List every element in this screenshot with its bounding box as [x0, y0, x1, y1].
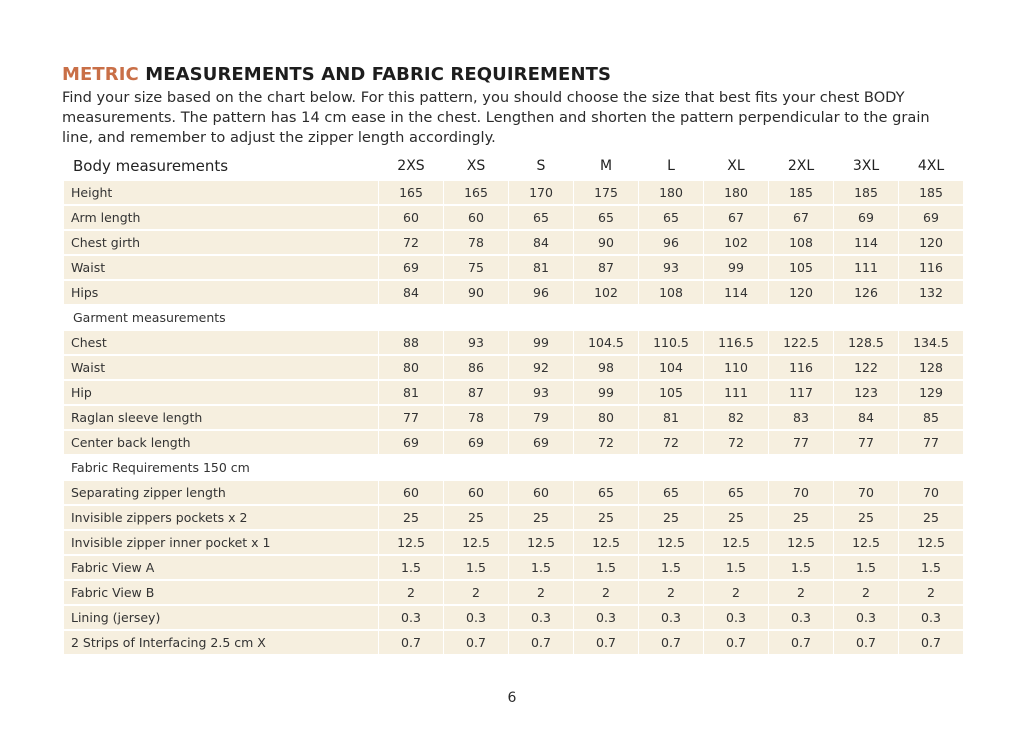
value-cell: 126 — [834, 281, 898, 304]
value-cell: 60 — [509, 481, 573, 504]
value-cell: 12.5 — [834, 531, 898, 554]
value-cell: 128 — [899, 356, 963, 379]
value-cell: 75 — [444, 256, 508, 279]
row-label: Lining (jersey) — [64, 606, 378, 629]
row-label: Height — [64, 181, 378, 204]
header-size: M — [599, 158, 613, 174]
value-cell: 2 — [444, 581, 508, 604]
title-rest: MEASUREMENTS AND FABRIC REQUIREMENTS — [145, 64, 612, 85]
value-cell: 67 — [769, 206, 833, 229]
value-cell: 83 — [769, 406, 833, 429]
row-label: Raglan sleeve length — [64, 406, 378, 429]
value-cell: 65 — [704, 481, 768, 504]
value-cell: 0.7 — [834, 631, 898, 654]
value-cell: 77 — [379, 406, 443, 429]
page-title — [62, 64, 611, 85]
value-cell: 1.5 — [639, 556, 703, 579]
value-cell: 105 — [639, 381, 703, 404]
page-number: 6 — [507, 690, 517, 706]
value-cell: 165 — [379, 181, 443, 204]
value-cell: 81 — [509, 256, 573, 279]
value-cell: 80 — [379, 356, 443, 379]
row-label: Waist — [64, 356, 378, 379]
header-size: 2XS — [397, 158, 425, 174]
value-cell: 12.5 — [379, 531, 443, 554]
value-cell: 1.5 — [899, 556, 963, 579]
value-cell: 0.3 — [639, 606, 703, 629]
value-cell: 25 — [899, 506, 963, 529]
value-cell: 90 — [444, 281, 508, 304]
value-cell: 2 — [769, 581, 833, 604]
value-cell: 12.5 — [769, 531, 833, 554]
value-cell: 99 — [704, 256, 768, 279]
row-label: 2 Strips of Interfacing 2.5 cm X — [64, 631, 378, 654]
value-cell: 0.7 — [899, 631, 963, 654]
value-cell: 0.3 — [899, 606, 963, 629]
value-cell: 12.5 — [899, 531, 963, 554]
value-cell: 185 — [769, 181, 833, 204]
value-cell: 60 — [379, 481, 443, 504]
value-cell: 2 — [704, 581, 768, 604]
value-cell: 0.3 — [834, 606, 898, 629]
section-heading: Fabric Requirements 150 cm — [71, 460, 250, 476]
value-cell: 0.7 — [639, 631, 703, 654]
value-cell: 92 — [509, 356, 573, 379]
value-cell: 0.7 — [444, 631, 508, 654]
value-cell: 128.5 — [834, 331, 898, 354]
value-cell: 69 — [379, 256, 443, 279]
value-cell: 65 — [509, 206, 573, 229]
value-cell: 1.5 — [444, 556, 508, 579]
value-cell: 12.5 — [574, 531, 638, 554]
value-cell: 70 — [769, 481, 833, 504]
value-cell: 87 — [444, 381, 508, 404]
value-cell: 0.7 — [509, 631, 573, 654]
header-size: XL — [727, 158, 745, 174]
value-cell: 0.7 — [704, 631, 768, 654]
value-cell: 185 — [899, 181, 963, 204]
value-cell: 25 — [509, 506, 573, 529]
value-cell: 77 — [769, 431, 833, 454]
value-cell: 96 — [639, 231, 703, 254]
header-size: XS — [466, 158, 486, 174]
value-cell: 69 — [509, 431, 573, 454]
value-cell: 72 — [379, 231, 443, 254]
value-cell: 96 — [509, 281, 573, 304]
header-size: 3XL — [852, 158, 880, 174]
value-cell: 25 — [444, 506, 508, 529]
size-chart-table — [64, 153, 962, 654]
value-cell: 120 — [899, 231, 963, 254]
value-cell: 134.5 — [899, 331, 963, 354]
row-label: Hip — [64, 381, 378, 404]
value-cell: 102 — [574, 281, 638, 304]
value-cell: 1.5 — [704, 556, 768, 579]
value-cell: 67 — [704, 206, 768, 229]
value-cell: 185 — [834, 181, 898, 204]
value-cell: 93 — [639, 256, 703, 279]
title-accent: METRIC — [62, 64, 139, 85]
value-cell: 72 — [574, 431, 638, 454]
value-cell: 180 — [704, 181, 768, 204]
value-cell: 87 — [574, 256, 638, 279]
value-cell: 123 — [834, 381, 898, 404]
row-label: Fabric View A — [64, 556, 378, 579]
value-cell: 84 — [834, 406, 898, 429]
value-cell: 78 — [444, 406, 508, 429]
value-cell: 12.5 — [639, 531, 703, 554]
value-cell: 180 — [639, 181, 703, 204]
value-cell: 99 — [574, 381, 638, 404]
value-cell: 79 — [509, 406, 573, 429]
value-cell: 114 — [834, 231, 898, 254]
header-size: 4XL — [917, 158, 945, 174]
value-cell: 60 — [444, 481, 508, 504]
value-cell: 165 — [444, 181, 508, 204]
value-cell: 81 — [379, 381, 443, 404]
value-cell: 88 — [379, 331, 443, 354]
value-cell: 0.3 — [574, 606, 638, 629]
value-cell: 120 — [769, 281, 833, 304]
value-cell: 2 — [574, 581, 638, 604]
value-cell: 93 — [509, 381, 573, 404]
value-cell: 25 — [639, 506, 703, 529]
value-cell: 65 — [639, 481, 703, 504]
value-cell: 81 — [639, 406, 703, 429]
value-cell: 77 — [899, 431, 963, 454]
row-label: Invisible zippers pockets x 2 — [64, 506, 378, 529]
row-label: Chest girth — [64, 231, 378, 254]
value-cell: 111 — [704, 381, 768, 404]
value-cell: 116 — [899, 256, 963, 279]
value-cell: 90 — [574, 231, 638, 254]
header-size: S — [536, 158, 546, 174]
value-cell: 175 — [574, 181, 638, 204]
header-size: L — [667, 158, 675, 174]
value-cell: 1.5 — [379, 556, 443, 579]
value-cell: 60 — [444, 206, 508, 229]
value-cell: 2 — [379, 581, 443, 604]
value-cell: 72 — [639, 431, 703, 454]
value-cell: 1.5 — [769, 556, 833, 579]
value-cell: 0.3 — [379, 606, 443, 629]
value-cell: 25 — [379, 506, 443, 529]
value-cell: 117 — [769, 381, 833, 404]
value-cell: 2 — [639, 581, 703, 604]
value-cell: 0.3 — [769, 606, 833, 629]
value-cell: 84 — [379, 281, 443, 304]
value-cell: 70 — [899, 481, 963, 504]
value-cell: 93 — [444, 331, 508, 354]
value-cell: 65 — [574, 481, 638, 504]
value-cell: 108 — [639, 281, 703, 304]
value-cell: 104.5 — [574, 331, 638, 354]
value-cell: 25 — [704, 506, 768, 529]
value-cell: 1.5 — [574, 556, 638, 579]
value-cell: 0.7 — [379, 631, 443, 654]
value-cell: 122 — [834, 356, 898, 379]
value-cell: 12.5 — [704, 531, 768, 554]
value-cell: 0.7 — [769, 631, 833, 654]
row-label: Hips — [64, 281, 378, 304]
value-cell: 78 — [444, 231, 508, 254]
row-label: Fabric View B — [64, 581, 378, 604]
row-label: Separating zipper length — [64, 481, 378, 504]
value-cell: 122.5 — [769, 331, 833, 354]
section-heading: Garment measurements — [73, 310, 226, 326]
value-cell: 85 — [899, 406, 963, 429]
value-cell: 110.5 — [639, 331, 703, 354]
value-cell: 82 — [704, 406, 768, 429]
value-cell: 108 — [769, 231, 833, 254]
row-label: Chest — [64, 331, 378, 354]
value-cell: 114 — [704, 281, 768, 304]
value-cell: 69 — [834, 206, 898, 229]
value-cell: 12.5 — [444, 531, 508, 554]
value-cell: 105 — [769, 256, 833, 279]
value-cell: 86 — [444, 356, 508, 379]
value-cell: 99 — [509, 331, 573, 354]
value-cell: 116.5 — [704, 331, 768, 354]
value-cell: 170 — [509, 181, 573, 204]
value-cell: 2 — [834, 581, 898, 604]
value-cell: 25 — [834, 506, 898, 529]
value-cell: 2 — [899, 581, 963, 604]
row-label: Arm length — [64, 206, 378, 229]
value-cell: 25 — [769, 506, 833, 529]
value-cell: 104 — [639, 356, 703, 379]
value-cell: 0.3 — [509, 606, 573, 629]
intro-paragraph: Find your size based on the chart below. For this pattern, you should choose the size that best fits your chest BODY measurements. The pattern has 14 cm ease in the chest. Lengthen and shorten the pattern perpendicular to the grain line, and remember to adjust the zipper length accordingly. — [62, 89, 930, 146]
value-cell: 129 — [899, 381, 963, 404]
value-cell: 132 — [899, 281, 963, 304]
value-cell: 110 — [704, 356, 768, 379]
value-cell: 84 — [509, 231, 573, 254]
value-cell: 80 — [574, 406, 638, 429]
value-cell: 102 — [704, 231, 768, 254]
value-cell: 2 — [509, 581, 573, 604]
value-cell: 0.3 — [444, 606, 508, 629]
value-cell: 1.5 — [834, 556, 898, 579]
value-cell: 111 — [834, 256, 898, 279]
value-cell: 72 — [704, 431, 768, 454]
value-cell: 25 — [574, 506, 638, 529]
value-cell: 69 — [899, 206, 963, 229]
value-cell: 1.5 — [509, 556, 573, 579]
value-cell: 70 — [834, 481, 898, 504]
value-cell: 69 — [379, 431, 443, 454]
value-cell: 12.5 — [509, 531, 573, 554]
value-cell: 0.3 — [704, 606, 768, 629]
value-cell: 116 — [769, 356, 833, 379]
value-cell: 98 — [574, 356, 638, 379]
row-label: Center back length — [64, 431, 378, 454]
value-cell: 65 — [574, 206, 638, 229]
value-cell: 0.7 — [574, 631, 638, 654]
value-cell: 77 — [834, 431, 898, 454]
row-label: Waist — [64, 256, 378, 279]
value-cell: 69 — [444, 431, 508, 454]
value-cell: 60 — [379, 206, 443, 229]
value-cell: 65 — [639, 206, 703, 229]
header-size: 2XL — [787, 158, 815, 174]
row-label: Invisible zipper inner pocket x 1 — [64, 531, 378, 554]
header-body-measurements: Body measurements — [73, 157, 229, 175]
